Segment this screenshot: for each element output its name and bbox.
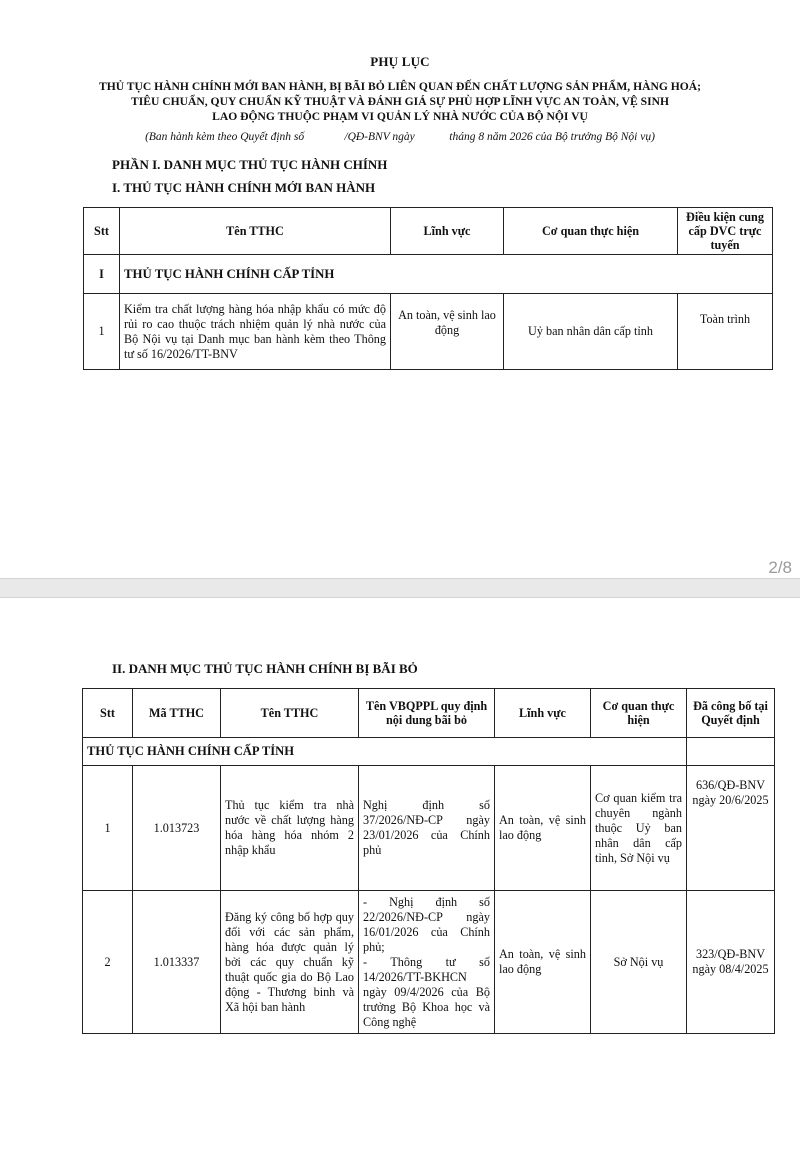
row-code: 1.013337	[133, 891, 221, 1034]
document-page-1	[0, 0, 800, 578]
col-header: Tên TTHC	[120, 208, 391, 255]
part2-section-heading: II. DANH MỤC THỦ TỤC HÀNH CHÍNH BỊ BÃI BỎ	[112, 661, 418, 676]
row-legal-basis: Nghị định số 37/2026/NĐ-CP ngày 23/01/2026 của Chính phủ	[359, 766, 495, 891]
table-header-row	[83, 689, 775, 738]
part1-section-heading: I. THỦ TỤC HÀNH CHÍNH MỚI BAN HÀNH	[112, 180, 376, 195]
row-stt: 1	[84, 294, 120, 370]
col-header: Tên TTHC	[221, 689, 359, 738]
row-condition: Toàn trình	[678, 294, 773, 370]
appendix-subtitle	[0, 79, 800, 124]
abolished-procedures-table	[82, 688, 775, 1034]
subtitle-line: LAO ĐỘNG THUỘC PHẠM VI QUẢN LÝ NHÀ NƯỚC CỦA BỘ NỘI VỤ	[212, 110, 588, 123]
row-field: An toàn, vệ sinh lao động	[391, 294, 504, 370]
table-header-row	[84, 208, 773, 255]
row-field: An toàn, vệ sinh lao động	[495, 891, 591, 1034]
row-field: An toàn, vệ sinh lao động	[495, 766, 591, 891]
col-header: Stt	[83, 689, 133, 738]
table-row	[83, 891, 775, 1034]
row-legal-basis: - Nghị định số 22/2026/NĐ-CP ngày 16/01/2026 của Chính phủ; - Thông tư số 14/2026/TT-BKHCN ngày 09/4/2026 của Bộ trưởng Bộ Khoa học và Công nghệ	[359, 891, 495, 1034]
part1-heading: PHẦN I. DANH MỤC THỦ TỤC HÀNH CHÍNH	[112, 157, 388, 172]
new-procedures-table	[83, 207, 773, 370]
subtitle-line: TIÊU CHUẨN, QUY CHUẨN KỸ THUẬT VÀ ĐÁNH GIÁ SỰ PHÙ HỢP LĨNH VỰC AN TOÀN, VỆ SINH	[131, 95, 669, 108]
row-decision: 323/QĐ-BNV ngày 08/4/2025	[687, 891, 775, 1034]
row-name: Đăng ký công bố hợp quy đối với các sản phẩm, hàng hóa được quản lý bởi các quy chuẩn kỹ thuật quốc gia do Bộ Lao động - Thương binh và Xã hội ban hành	[221, 891, 359, 1034]
page-separator	[0, 578, 800, 598]
group-label: THỦ TỤC HÀNH CHÍNH CẤP TỈNH	[120, 255, 773, 294]
row-decision: 636/QĐ-BNV ngày 20/6/2025	[687, 766, 775, 891]
col-header: Lĩnh vực	[495, 689, 591, 738]
row-stt: 1	[83, 766, 133, 891]
row-agency: Uỷ ban nhân dân cấp tỉnh	[504, 294, 678, 370]
col-header: Stt	[84, 208, 120, 255]
col-header: Cơ quan thực hiện	[591, 689, 687, 738]
col-header: Lĩnh vực	[391, 208, 504, 255]
table-row	[84, 294, 773, 370]
row-name: Kiểm tra chất lượng hàng hóa nhập khẩu có mức độ rủi ro cao thuộc trách nhiệm quản lý nhà nước của Bộ Nội vụ tại Danh mục ban hành kèm theo Thông tư số 16/2026/TT-BNV	[120, 294, 391, 370]
group-row	[84, 255, 773, 294]
col-header: Điều kiện cung cấp DVC trực tuyến	[678, 208, 773, 255]
row-code: 1.013723	[133, 766, 221, 891]
col-header: Cơ quan thực hiện	[504, 208, 678, 255]
row-agency: Cơ quan kiểm tra chuyên ngành thuộc Uỷ ban nhân dân cấp tỉnh, Sở Nội vụ	[591, 766, 687, 891]
subtitle-line: THỦ TỤC HÀNH CHÍNH MỚI BAN HÀNH, BỊ BÃI BỎ LIÊN QUAN ĐẾN CHẤT LƯỢNG SẢN PHẨM, HÀNG HOÁ;	[98, 80, 702, 93]
col-header: Đã công bố tại Quyết định	[687, 689, 775, 738]
row-agency: Sở Nội vụ	[591, 891, 687, 1034]
appendix-title: PHỤ LỤC	[370, 54, 430, 69]
col-header: Mã TTHC	[133, 689, 221, 738]
col-header: Tên VBQPPL quy định nội dung bãi bỏ	[359, 689, 495, 738]
group-label: THỦ TỤC HÀNH CHÍNH CẤP TỈNH	[83, 738, 687, 766]
page-number-indicator: 2/8	[768, 558, 792, 577]
row-stt: 2	[83, 891, 133, 1034]
group-row	[83, 738, 775, 766]
group-empty-cell	[687, 738, 775, 766]
table-row	[83, 766, 775, 891]
issuance-note: (Ban hành kèm theo Quyết định số /QĐ-BNV ngày tháng 8 năm 2026 của Bộ trưởng Bộ Nội vụ)	[145, 131, 655, 143]
group-stt: I	[84, 255, 120, 294]
row-name: Thủ tục kiểm tra nhà nước về chất lượng hàng hóa hàng hóa nhóm 2 nhập khẩu	[221, 766, 359, 891]
